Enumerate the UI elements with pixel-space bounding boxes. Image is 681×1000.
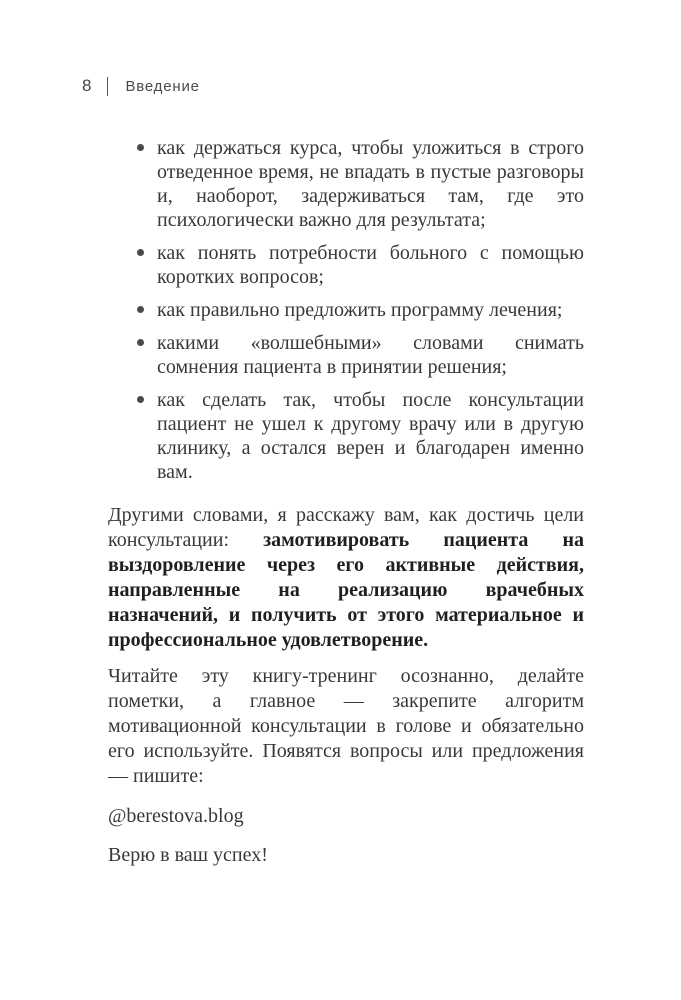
running-head (82, 76, 681, 96)
bullet-text: как держаться курса, чтобы уложиться в строго отведенное время, не впадать в пустые разговоры и, наоборот, задерживаться там, где это психологически важно для результата; (157, 137, 584, 231)
bullet-list (108, 136, 584, 484)
bullet-text: как правильно предложить программу лечения; (157, 299, 563, 321)
contact-handle: @berestova.blog (108, 805, 244, 827)
bullet-dot (137, 249, 144, 256)
bullet-text: какими «волшебными» словами снимать сомнения пациента в принятии решения; (157, 332, 584, 378)
section-title: Введение (125, 77, 200, 95)
bullet-dot (137, 396, 144, 403)
bullet-dot (137, 144, 144, 151)
list-item (108, 136, 584, 232)
header-divider (107, 77, 109, 96)
summary-paragraph-regular: Другими словами, я расскажу вам, как достичь цели консультации: (108, 504, 584, 551)
bullet-text: как понять потребности больного с помощью коротких вопросов; (157, 242, 584, 288)
list-item (108, 388, 584, 484)
callout-paragraph: Читайте эту книгу-тренинг осознанно, делайте пометки, а главное — закрепите алгоритм мотивационной консультации в голове и обязательно его используйте. Появятся вопросы или предложения — пишите: (108, 665, 584, 787)
page-content (108, 136, 584, 868)
bullet-dot (137, 306, 144, 313)
list-item (108, 331, 584, 379)
list-item (108, 298, 584, 322)
list-item (108, 241, 584, 289)
bullet-text: как сделать так, чтобы после консультации пациент не ушел к другому врачу или в другую клинику, а остался верен и благодарен именно вам. (157, 389, 584, 483)
summary-paragraph-bold: замотивировать пациента на выздоровление через его активные действия, направленные на реализацию врачебных назначений, и получить от этого материальное и профессиональное удовлетворение. (108, 529, 584, 651)
page-number: 8 (82, 76, 92, 95)
summary-paragraph (108, 503, 584, 653)
closing-line: Верю в ваш успех! (108, 844, 268, 866)
bullet-dot (137, 339, 144, 346)
